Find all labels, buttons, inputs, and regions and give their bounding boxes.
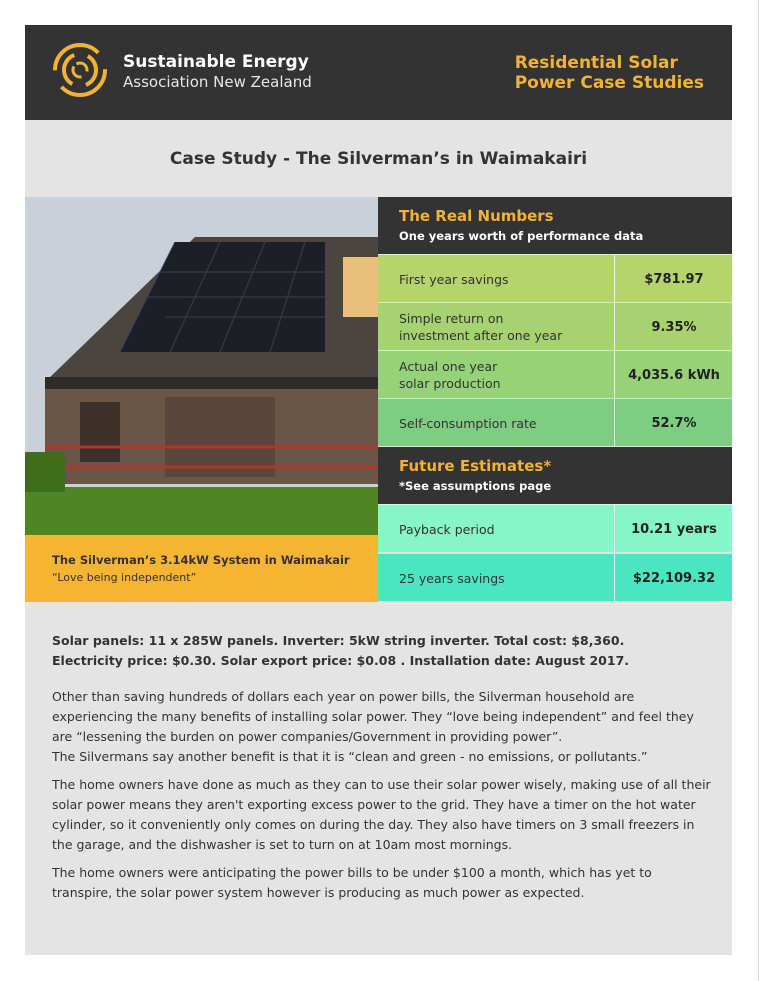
metric-value: 4,035.6 kWh xyxy=(614,351,733,399)
metric-value: 52.7% xyxy=(614,399,733,447)
sean-z-logo-icon xyxy=(52,42,108,98)
series-line-2: Power Case Studies xyxy=(514,73,704,93)
caption-title: The Silverman’s 3.14kW System in Waimakair xyxy=(52,553,350,567)
real-numbers-subtitle: One years worth of performance data xyxy=(399,229,644,243)
future-estimates-header xyxy=(378,447,732,504)
future-estimate-row xyxy=(378,504,732,552)
future-estimates-subtitle: *See assumptions page xyxy=(399,479,552,493)
house-photo xyxy=(25,197,378,535)
subtitle-bar xyxy=(25,120,732,197)
org-line-1: Sustainable Energy xyxy=(123,52,309,72)
future-estimate-row xyxy=(378,553,732,601)
real-numbers-row xyxy=(378,350,732,398)
real-numbers-row xyxy=(378,398,732,446)
series-line-1: Residential Solar xyxy=(514,53,678,73)
page-edge-divider xyxy=(758,0,759,981)
estimate-value: 10.21 years xyxy=(614,505,733,553)
estimate-value: $22,109.32 xyxy=(614,554,733,602)
body-paragraph: The home owners have done as much as they can to use their solar power wisely, making use of all their solar power means they aren't exporting excess power to the grid. They have a timer on the hot water cylinder, so it conveniently only comes on during the day. They also have timers on 3 small freezers in the garage, and the dishwasher is set to turn on at 10am most mornings. xyxy=(52,777,711,852)
real-numbers-title: The Real Numbers xyxy=(399,207,554,225)
body-paragraph: Other than saving hundreds of dollars each year on power bills, the Silverman household are experiencing the many benefits of installing solar power. They “love being independent” and feel they are “lessening the burden on power companies/Government in providing power”. xyxy=(52,689,694,744)
photo-caption xyxy=(25,535,378,602)
specs-line-1: Solar panels: 11 x 285W panels. Inverter: 5kW string inverter. Total cost: $8,360. xyxy=(52,633,625,648)
organisation-name xyxy=(123,52,312,92)
caption-quote: “Love being independent” xyxy=(52,571,197,584)
body-paragraph: The Silvermans say another benefit is that it is “clean and green - no emissions, or pollutants.” xyxy=(52,749,648,764)
page-title: Case Study - The Silverman’s in Waimakairi xyxy=(169,148,588,169)
real-numbers-header xyxy=(378,197,732,254)
estimate-label: Payback period xyxy=(399,521,495,537)
specs-line-2: Electricity price: $0.30. Solar export price: $0.08 . Installation date: August 2017. xyxy=(52,653,630,668)
metric-label: Self-consumption rate xyxy=(399,415,537,431)
numbers-panel xyxy=(378,197,732,602)
metric-label: Actual one year solar production xyxy=(399,359,501,391)
body-paragraph: The home owners were anticipating the power bills to be under $100 a month, which has yet to transpire, the solar power system however is producing as much power as expected. xyxy=(52,865,652,900)
metric-value: $781.97 xyxy=(614,255,733,303)
header xyxy=(25,25,732,120)
body-text xyxy=(52,687,712,911)
system-specs xyxy=(52,631,629,671)
metric-value: 9.35% xyxy=(614,303,733,351)
metric-label: Simple return on investment after one year xyxy=(399,311,563,343)
series-title xyxy=(515,53,704,93)
case-study-page xyxy=(25,25,732,955)
real-numbers-row xyxy=(378,254,732,302)
real-numbers-row xyxy=(378,302,732,350)
future-estimates-title: Future Estimates* xyxy=(399,457,552,475)
metric-label: First year savings xyxy=(399,271,509,287)
estimate-label: 25 years savings xyxy=(399,570,505,586)
org-line-2: Association New Zealand xyxy=(123,73,312,91)
